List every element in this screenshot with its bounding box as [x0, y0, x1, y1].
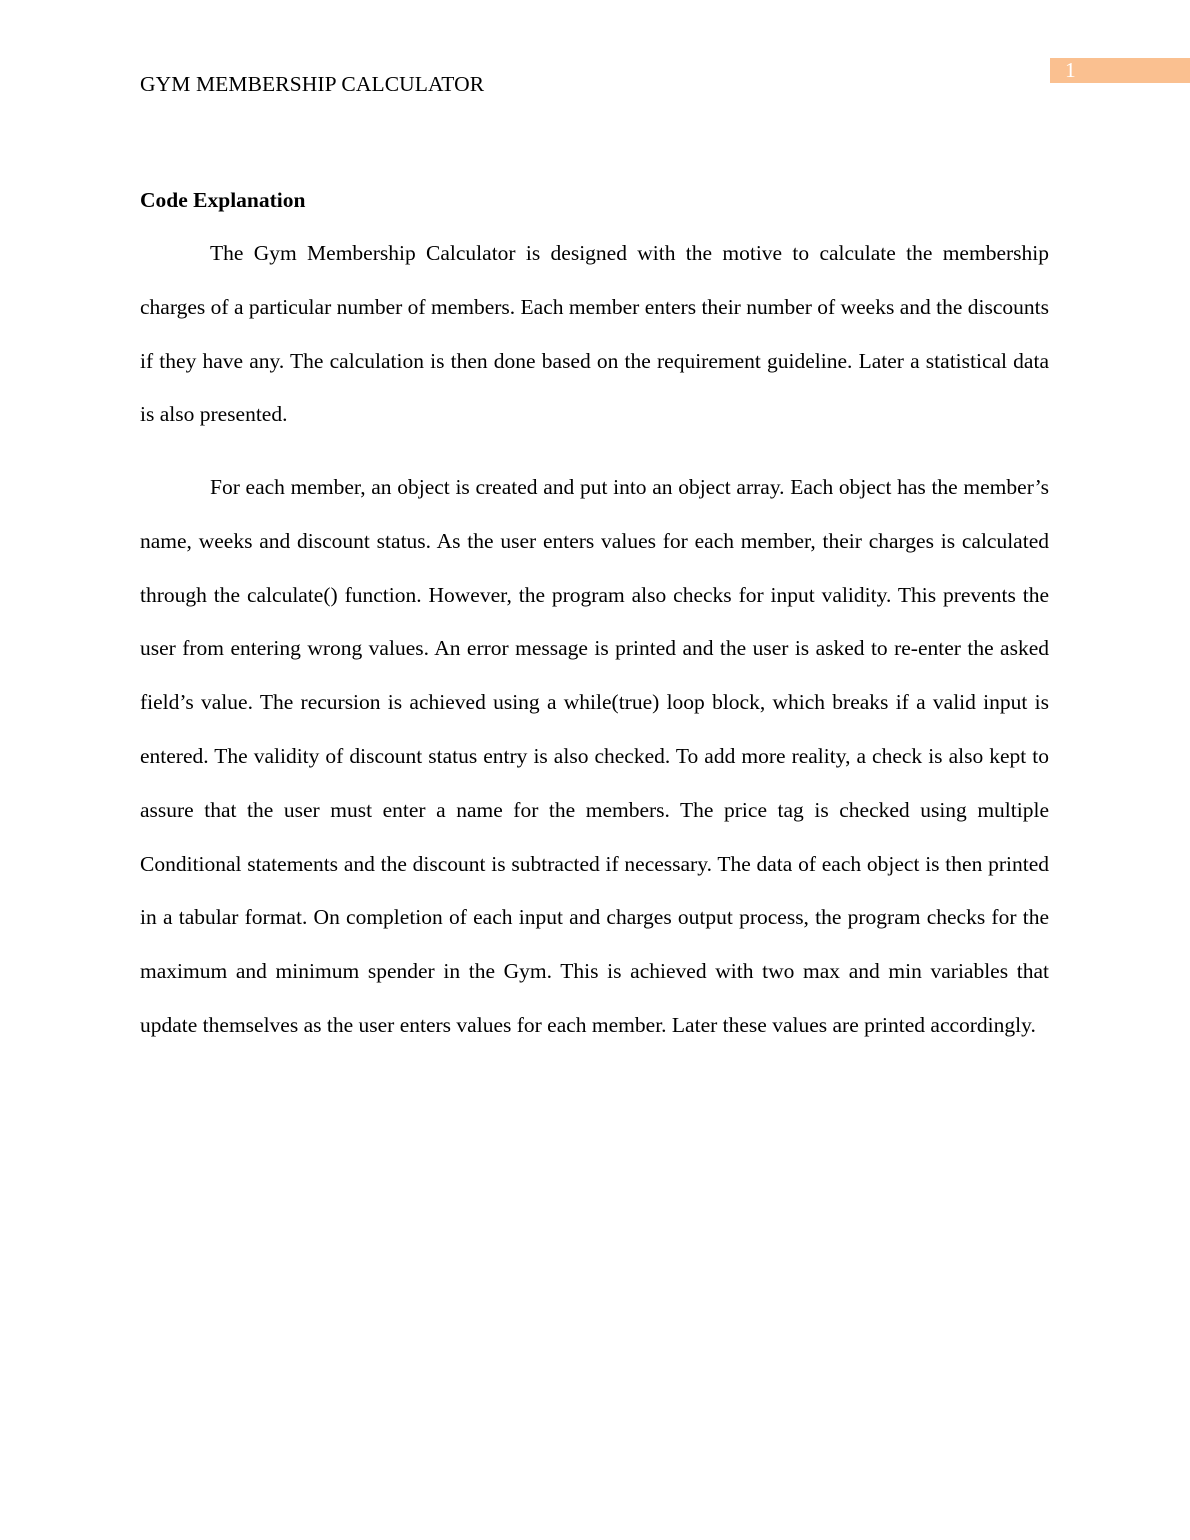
- body-paragraph: For each member, an object is created and put into an object array. Each object has the member’s name, weeks and discount status. As the user enters values for each member, their charges is calculated through the calculate() function. However, the program also checks for input validity. This prevents the user from entering wrong values. An error message is printed and the user is asked to re-enter the asked field’s value. The recursion is achieved using a while(true) loop block, which breaks if a valid input is entered. The validity of discount status entry is also checked. To add more reality, a check is also kept to assure that the user must enter a name for the members. The price tag is checked using multiple Conditional statements and the discount is subtracted if necessary. The data of each object is then printed in a tabular format. On completion of each input and charges output process, the program checks for the maximum and minimum spender in the Gym. This is achieved with two max and min variables that update themselves as the user enters values for each member. Later these values are printed accordingly.: [140, 475, 1049, 1037]
- page-number-box: [1050, 58, 1190, 83]
- page-number: 1: [1065, 58, 1076, 82]
- section-heading: Code Explanation: [140, 188, 306, 212]
- running-head: GYM MEMBERSHIP CALCULATOR: [140, 72, 485, 96]
- body-paragraph: The Gym Membership Calculator is designed with the motive to calculate the membership charges of a particular number of members. Each member enters their number of weeks and the discounts if they have any. The calculation is then done based on the requirement guideline. Later a statistical data is also presented.: [140, 241, 1049, 427]
